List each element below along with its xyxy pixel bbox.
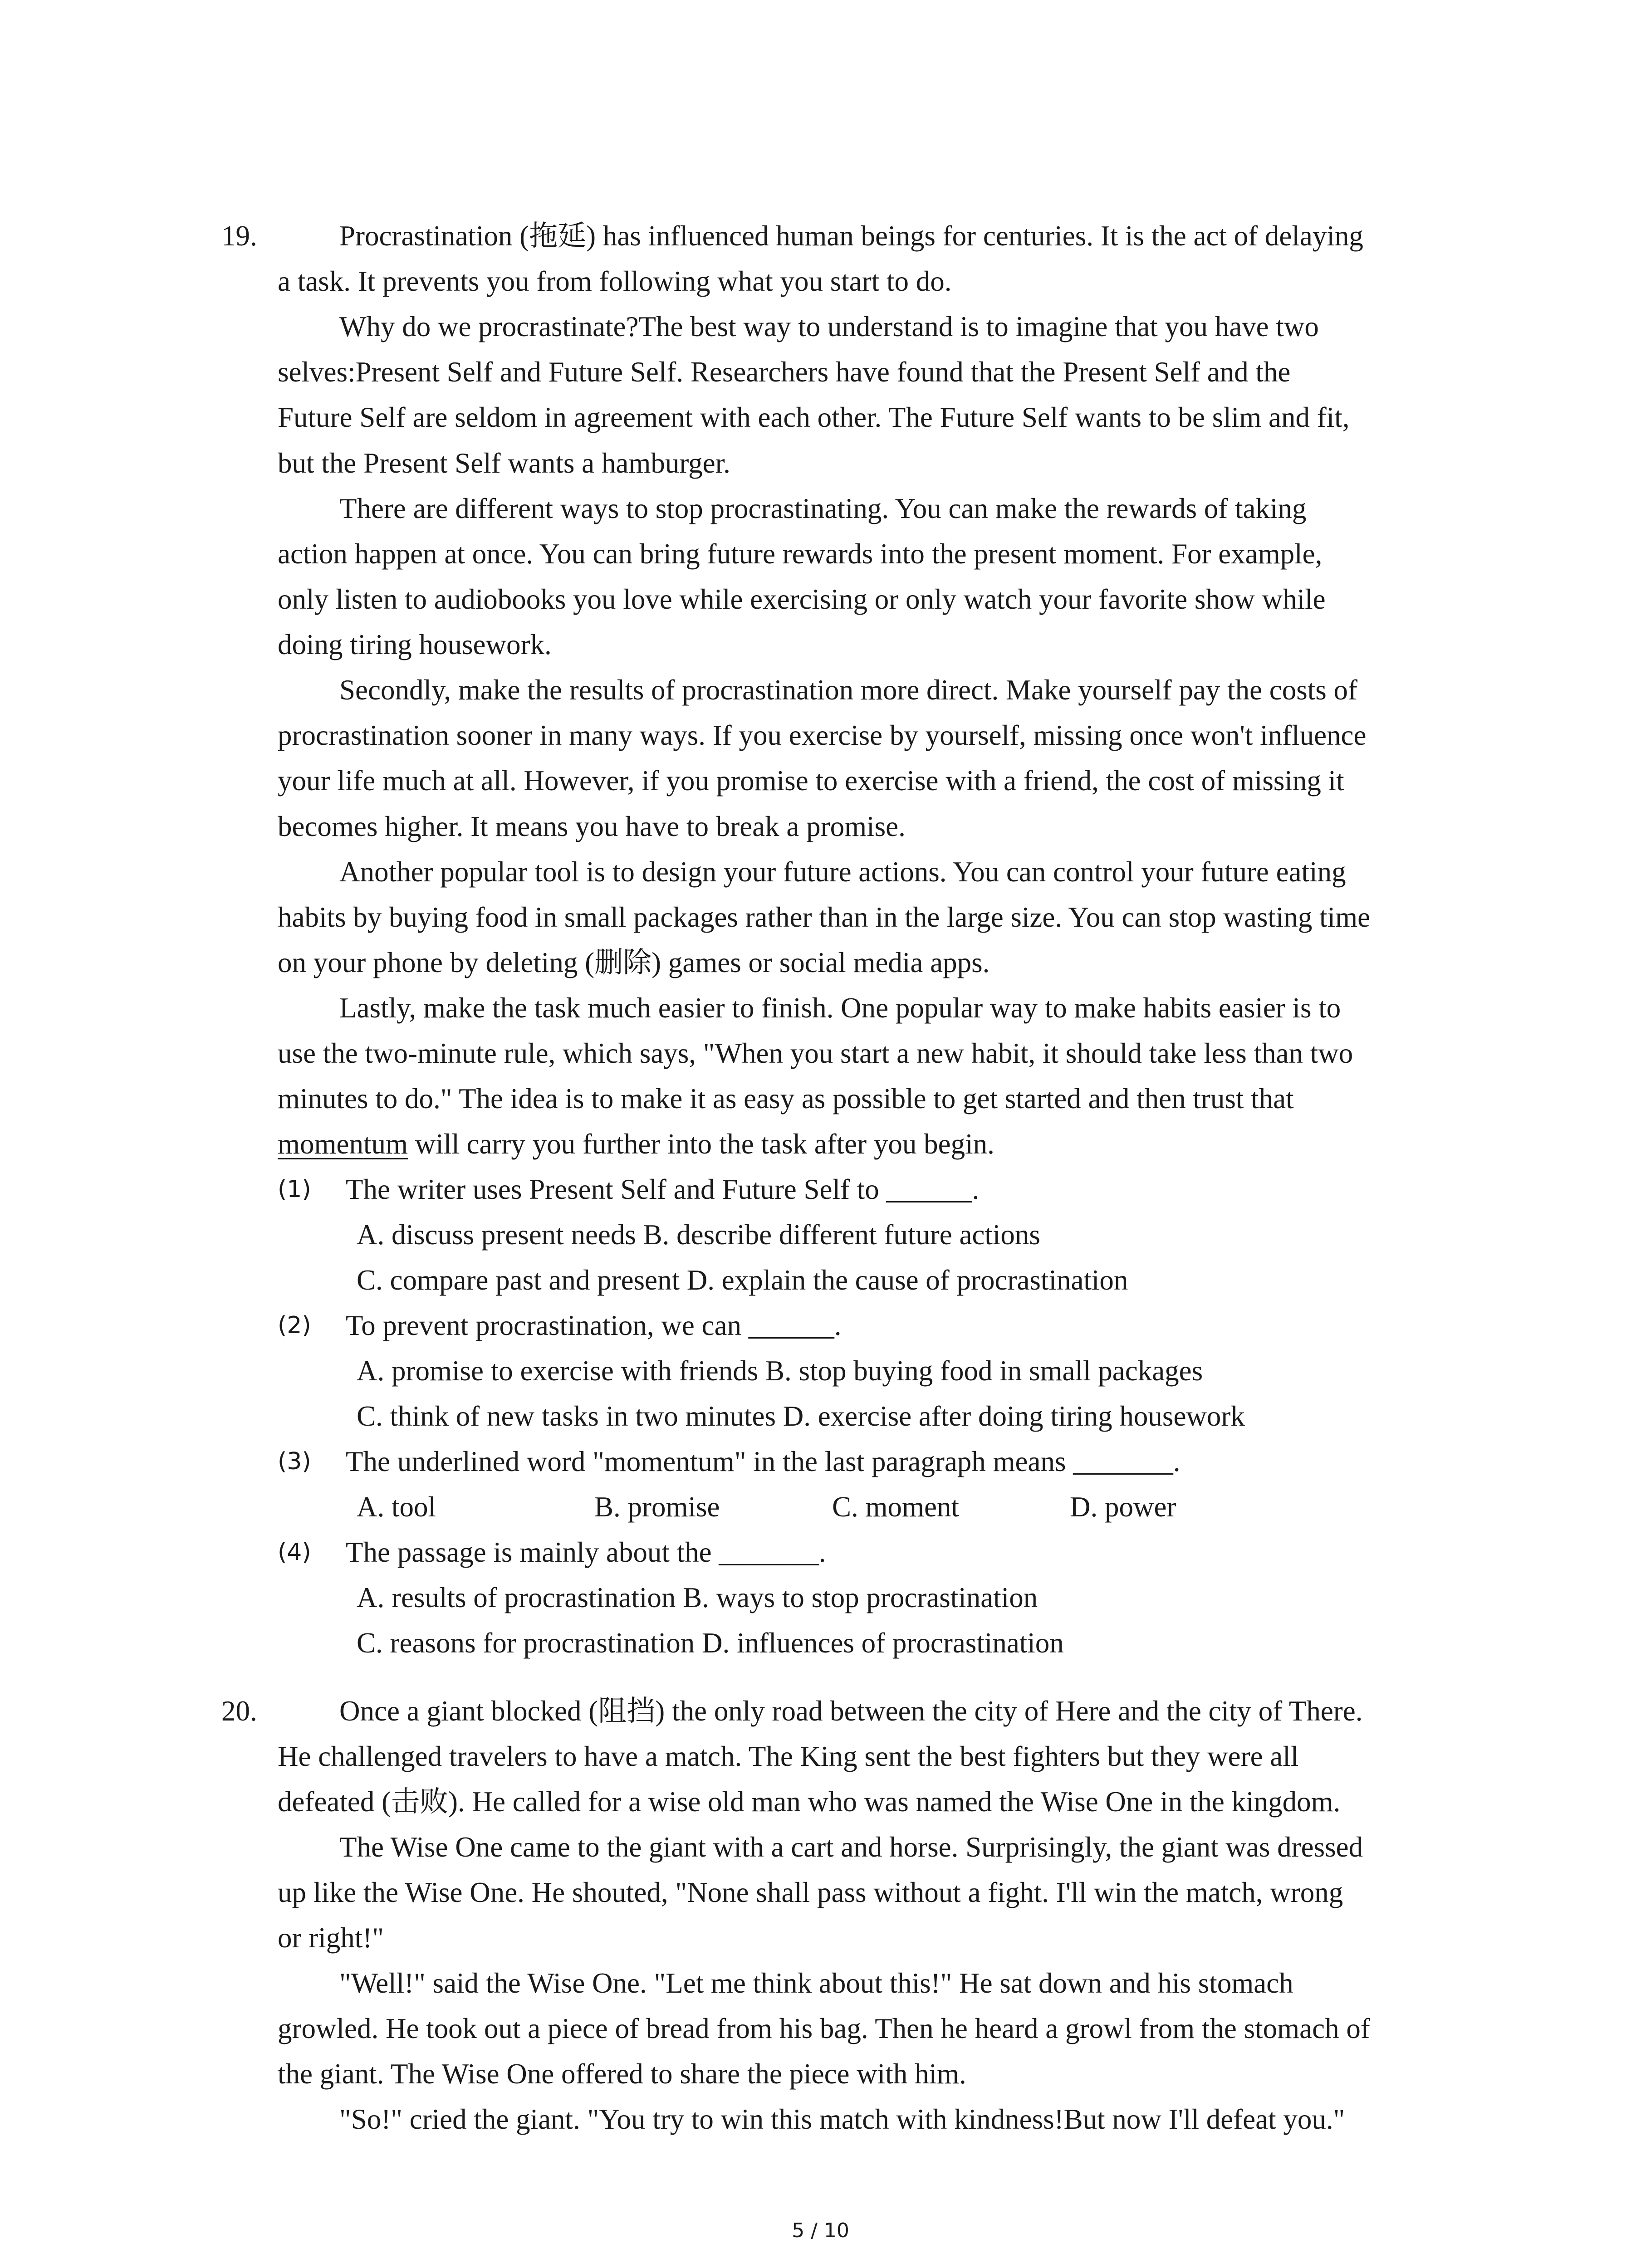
sub-question-2-options-line-1: A. promise to exercise with friends B. stop buying food in small packages <box>357 1355 1203 1387</box>
page-number: 5 / 10 <box>792 2219 849 2242</box>
q19-line-21-rest: will carry you further into the task after you begin. <box>407 1128 994 1160</box>
q19-line-12: procrastination sooner in many ways. If you exercise by yourself, missing once won't influence <box>278 719 1367 751</box>
q20-line-9: the giant. The Wise One offered to share the piece with him. <box>278 2058 966 2090</box>
q19-line-14: becomes higher. It means you have to break a promise. <box>278 811 906 842</box>
q20-line-6: or right!" <box>278 1922 384 1954</box>
underlined-word-momentum: momentum <box>278 1128 408 1160</box>
q19-line-6: but the Present Self wants a hamburger. <box>278 447 730 479</box>
q20-line-2: He challenged travelers to have a match. The King sent the best fighters but they were all <box>278 1740 1299 1772</box>
sub-question-number-3: (3) <box>278 1448 311 1475</box>
q20-line-3: defeated (击败). He called for a wise old man who was named the Wise One in the kingdom. <box>278 1786 1341 1818</box>
q19-line-15: Another popular tool is to design your future actions. You can control your future eating <box>339 856 1346 888</box>
q19-line-13: your life much at all. However, if you promise to exercise with a friend, the cost of missing it <box>278 765 1344 797</box>
sub-question-3-stem: The underlined word "momentum" in the last paragraph means _______. <box>346 1446 1181 1477</box>
q20-line-10: "So!" cried the giant. "You try to win this match with kindness!But now I'll defeat you." <box>339 2103 1345 2135</box>
q19-line-7: There are different ways to stop procrastinating. You can make the rewards of taking <box>339 493 1307 524</box>
q19-line-8: action happen at once. You can bring future rewards into the present moment. For example, <box>278 538 1323 570</box>
q19-line-1: Procrastination (拖延) has influenced human beings for centuries. It is the act of delaying <box>339 220 1363 252</box>
question-number-19: 19. <box>221 220 257 252</box>
q19-line-11: Secondly, make the results of procrastination more direct. Make yourself pay the costs of <box>339 674 1358 706</box>
sub-question-number-1: (1) <box>278 1176 311 1203</box>
q20-line-7: "Well!" said the Wise One. "Let me think about this!" He sat down and his stomach <box>339 1967 1293 1999</box>
q19-line-21 <box>278 1126 994 1162</box>
sub-question-1-stem: The writer uses Present Self and Future Self to ______. <box>346 1173 980 1205</box>
q19-line-16: habits by buying food in small packages rather than in the large size. You can stop wasting time <box>278 901 1371 933</box>
sub-question-3-option-a: A. tool <box>357 1491 436 1523</box>
sub-question-3-option-b: B. promise <box>594 1491 720 1523</box>
sub-question-number-2: (2) <box>278 1312 311 1339</box>
q20-line-5: up like the Wise One. He shouted, "None shall pass without a fight. I'll win the match, wrong <box>278 1877 1343 1908</box>
sub-question-1-options-line-1: A. discuss present needs B. describe different future actions <box>357 1219 1040 1251</box>
q19-line-18: Lastly, make the task much easier to finish. One popular way to make habits easier is to <box>339 992 1341 1024</box>
sub-question-number-4: (4) <box>278 1539 311 1566</box>
q19-line-4: selves:Present Self and Future Self. Researchers have found that the Present Self and the <box>278 356 1291 388</box>
sub-question-2-options-line-2: C. think of new tasks in two minutes D. exercise after doing tiring housework <box>357 1400 1245 1432</box>
sub-question-3-option-d: D. power <box>1070 1491 1176 1523</box>
q20-line-4: The Wise One came to the giant with a cart and horse. Surprisingly, the giant was dressed <box>339 1831 1363 1863</box>
q19-line-3: Why do we procrastinate?The best way to understand is to imagine that you have two <box>339 311 1319 342</box>
sub-question-4-options-line-2: C. reasons for procrastination D. influences of procrastination <box>357 1627 1064 1659</box>
q19-line-2: a task. It prevents you from following what you start to do. <box>278 265 952 297</box>
sub-question-4-options-line-1: A. results of procrastination B. ways to stop procrastination <box>357 1582 1038 1613</box>
sub-question-1-options-line-2: C. compare past and present D. explain the cause of procrastination <box>357 1264 1128 1296</box>
sub-question-2-stem: To prevent procrastination, we can ______. <box>346 1310 842 1341</box>
q19-line-19: use the two-minute rule, which says, "When you start a new habit, it should take less than two <box>278 1037 1353 1069</box>
question-number-20: 20. <box>221 1695 257 1727</box>
q19-line-9: only listen to audiobooks you love while exercising or only watch your favorite show while <box>278 583 1326 615</box>
q19-line-5: Future Self are seldom in agreement with each other. The Future Self wants to be slim and fit, <box>278 401 1350 433</box>
q19-line-10: doing tiring housework. <box>278 629 552 660</box>
sub-question-3-option-c: C. moment <box>832 1491 959 1523</box>
q20-line-1: Once a giant blocked (阻挡) the only road between the city of Here and the city of There. <box>339 1695 1363 1727</box>
q19-line-17: on your phone by deleting (删除) games or social media apps. <box>278 947 990 978</box>
q20-line-8: growled. He took out a piece of bread from his bag. Then he heard a growl from the stomach of <box>278 2013 1370 2044</box>
sub-question-4-stem: The passage is mainly about the _______. <box>346 1536 826 1568</box>
q19-line-20: minutes to do." The idea is to make it as easy as possible to get started and then trust that <box>278 1083 1294 1114</box>
